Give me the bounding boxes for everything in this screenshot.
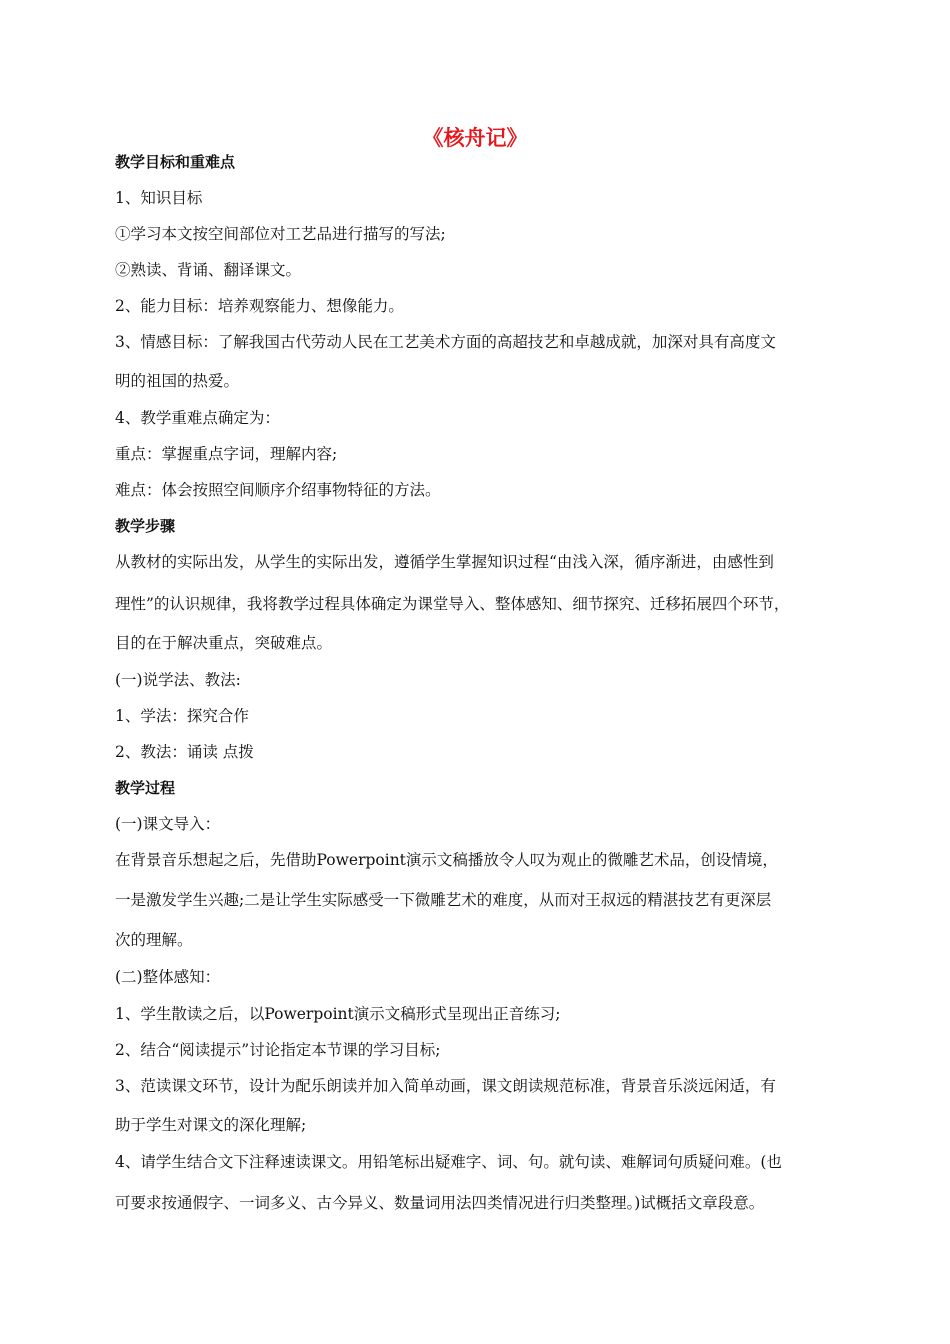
paragraph-line: 在背景音乐想起之后，先借助Powerpoint演示文稿播放令人叹为观止的微雕艺术品，创设情境， [115,851,778,869]
paragraph-line: 一是激发学生兴趣;二是让学生实际感受一下微雕艺术的难度，从而对王叔远的精湛技艺有更深层 [115,891,772,909]
paragraph-line: 明的祖国的热爱。 [115,372,240,390]
paragraph-line: 3、范读课文环节，设计为配乐朗读并加入简单动画，课文朗读规范标准，背景音乐淡远闲适，有 [115,1077,776,1095]
document-title: 《核舟记》 [422,126,528,150]
paragraph-line: 理性”的认识规律，我将教学过程具体确定为课堂导入、整体感知、细节探究、迁移拓展四个环节， [115,595,790,613]
section-heading-steps: 教学步骤 [115,517,176,535]
paragraph-line: 3、情感目标：了解我国古代劳动人民在工艺美术方面的高超技艺和卓越成就，加深对具有高度文 [115,333,776,351]
paragraph-line: 2、结合“阅读提示”讨论指定本节课的学习目标; [115,1041,441,1059]
paragraph-line: 4、教学重难点确定为： [115,409,280,427]
paragraph-line: ②熟读、背诵、翻译课文。 [115,261,302,279]
paragraph-line: ①学习本文按空间部位对工艺品进行描写的写法; [115,225,446,243]
paragraph-line: 目的在于解决重点，突破难点。 [115,634,333,652]
paragraph-line: (二)整体感知： [115,968,221,986]
section-heading-process: 教学过程 [115,779,176,797]
paragraph-line: 1、学生散读之后，以Powerpoint演示文稿形式呈现出正音练习; [115,1005,561,1023]
paragraph-line: 重点：掌握重点字词，理解内容; [115,445,338,463]
paragraph-line: 难点：体会按照空间顺序介绍事物特征的方法。 [115,481,441,499]
section-heading-objectives: 教学目标和重难点 [115,153,236,171]
paragraph-line: 1、学法：探究合作 [115,707,249,725]
paragraph-line: 次的理解。 [115,931,193,949]
paragraph-line: (一)课文导入： [115,815,221,833]
paragraph-line: 2、教法：诵读 点拨 [115,743,254,761]
paragraph-line: 2、能力目标：培养观察能力、想像能力。 [115,297,404,315]
paragraph-line: 从教材的实际出发，从学生的实际出发，遵循学生掌握知识过程“由浅入深，循序渐进，由感性到 [115,553,774,571]
paragraph-line: 1、知识目标 [115,189,203,207]
paragraph-line: 助于学生对课文的深化理解; [115,1116,307,1134]
paragraph-line: 可要求按通假字、一词多义、古今异义、数量词用法四类情况进行归类整理。)试概括文章段意。 [115,1194,765,1212]
paragraph-line: (一)说学法、教法: [115,671,241,689]
paragraph-line: 4、请学生结合文下注释速读课文。用铅笔标出疑难字、词、句。就句读、难解词句质疑问难。(也 [115,1153,782,1171]
